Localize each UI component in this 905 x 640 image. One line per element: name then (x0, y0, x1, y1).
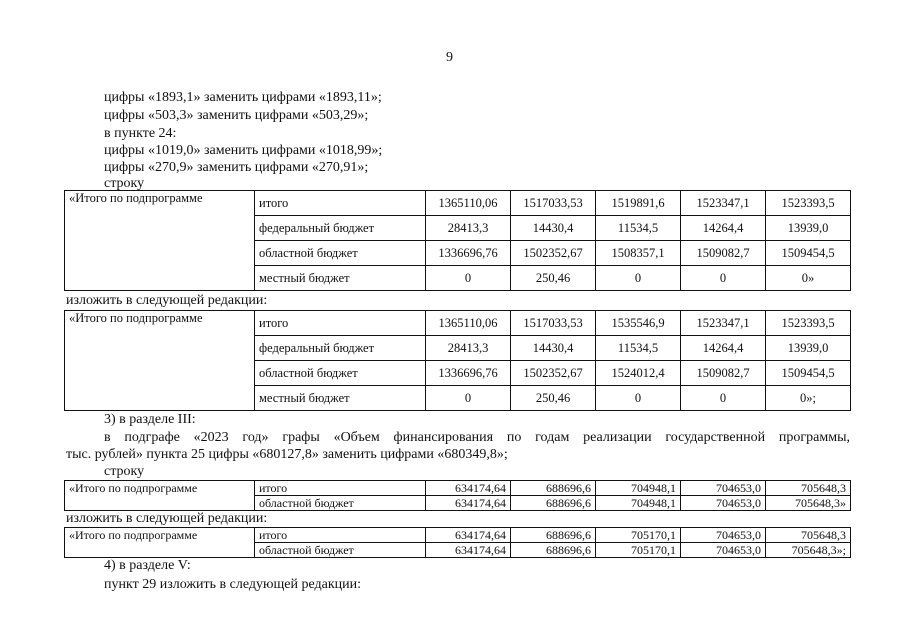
table-row (65, 311, 851, 336)
table-cell: 1523393,5 (766, 191, 851, 216)
row-label: федеральный бюджет (255, 216, 426, 241)
table-cell: 688696,6 (511, 528, 596, 543)
table-cell: 704653,0 (681, 543, 766, 558)
table-cell: 705648,3 (766, 481, 851, 496)
statement-new-edition-1: изложить в следующей редакции: (66, 293, 268, 308)
table-title: «Итого по подпрограмме (65, 528, 255, 558)
table-cell: 1336696,76 (426, 241, 511, 266)
table-cell: 11534,5 (596, 216, 681, 241)
table-cell: 28413,3 (426, 216, 511, 241)
table-cell: 688696,6 (511, 496, 596, 511)
page-number: 9 (446, 50, 453, 65)
table-cell: 705170,1 (596, 543, 681, 558)
row-label: местный бюджет (255, 266, 426, 291)
row-label: местный бюджет (255, 386, 426, 411)
section-3-heading: 3) в разделе III: (104, 412, 196, 427)
section-4-line: пункт 29 изложить в следующей редакции: (104, 577, 361, 592)
table-row (65, 191, 851, 216)
table-cell: 0 (426, 386, 511, 411)
table-cell: 1524012,4 (596, 361, 681, 386)
table-cell: 0 (681, 386, 766, 411)
row-label: областной бюджет (255, 241, 426, 266)
table-cell: 688696,6 (511, 543, 596, 558)
table-cell: 688696,6 (511, 481, 596, 496)
table-row (65, 528, 851, 543)
table-cell: 634174,64 (426, 528, 511, 543)
table-cell: 250,46 (511, 386, 596, 411)
table-cell: 1336696,76 (426, 361, 511, 386)
table-cell: 0 (596, 386, 681, 411)
table-cell: 1365110,06 (426, 191, 511, 216)
row-label: областной бюджет (255, 361, 426, 386)
row-label: областной бюджет (255, 543, 426, 558)
table-cell: 1502352,67 (511, 361, 596, 386)
table-cell: 1517033,53 (511, 191, 596, 216)
table-cell: 1509082,7 (681, 361, 766, 386)
table-cell: 1523347,1 (681, 191, 766, 216)
table-cell: 14264,4 (681, 216, 766, 241)
table-cell: 705648,3» (766, 496, 851, 511)
row-label: итого (255, 481, 426, 496)
table-cell: 705648,3»; (766, 543, 851, 558)
table-cell: 1365110,06 (426, 311, 511, 336)
table-cell: 1509454,5 (766, 361, 851, 386)
table-cell: 13939,0 (766, 216, 851, 241)
row-label: итого (255, 191, 426, 216)
statement-new-edition-2: изложить в следующей редакции: (66, 511, 268, 526)
table-cell: 634174,64 (426, 481, 511, 496)
table-cell: 14264,4 (681, 336, 766, 361)
table-cell: 705170,1 (596, 528, 681, 543)
table-cell: 0» (766, 266, 851, 291)
table-cell: 14430,4 (511, 336, 596, 361)
table-cell: 250,46 (511, 266, 596, 291)
row-label: федеральный бюджет (255, 336, 426, 361)
row-label: итого (255, 311, 426, 336)
row-label: итого (255, 528, 426, 543)
intro-line-1: цифры «1893,1» заменить цифрами «1893,11»; (104, 90, 382, 105)
section-3-table-old (64, 480, 851, 511)
table-cell: 1519891,6 (596, 191, 681, 216)
table-cell: 634174,64 (426, 496, 511, 511)
table-cell: 1509454,5 (766, 241, 851, 266)
table-cell: 1523393,5 (766, 311, 851, 336)
table-cell: 0»; (766, 386, 851, 411)
section-3-paragraph-line-1: в подграфе «2023 год» графы «Объем финансирования по годам реализации государственной программы, (104, 430, 850, 445)
table-cell: 1523347,1 (681, 311, 766, 336)
subprogram-table-old (64, 190, 851, 291)
table-title: «Итого по подпрограмме (65, 481, 255, 511)
table-cell: 1509082,7 (681, 241, 766, 266)
intro-line-4: цифры «1019,0» заменить цифрами «1018,99»; (104, 143, 383, 158)
table-cell: 704653,0 (681, 528, 766, 543)
table-cell: 0 (596, 266, 681, 291)
table-cell: 1517033,53 (511, 311, 596, 336)
table-cell: 14430,4 (511, 216, 596, 241)
table-row (65, 481, 851, 496)
intro-line-6: строку (104, 176, 145, 191)
subprogram-table-new (64, 310, 851, 411)
intro-line-5: цифры «270,9» заменить цифрами «270,91»; (104, 160, 369, 175)
intro-line-2: цифры «503,3» заменить цифрами «503,29»; (104, 108, 369, 123)
section-4-heading: 4) в разделе V: (104, 558, 191, 573)
row-label: областной бюджет (255, 496, 426, 511)
table-cell: 1502352,67 (511, 241, 596, 266)
table-cell: 0 (681, 266, 766, 291)
table-cell: 634174,64 (426, 543, 511, 558)
table-cell: 704948,1 (596, 481, 681, 496)
table-cell: 1535546,9 (596, 311, 681, 336)
table-cell: 705648,3 (766, 528, 851, 543)
section-3-table-new (64, 527, 851, 558)
intro-line-3: в пункте 24: (104, 126, 177, 141)
table-cell: 28413,3 (426, 336, 511, 361)
section-3-stroku: строку (104, 464, 145, 479)
table-title: «Итого по подпрограмме (65, 191, 255, 291)
table-cell: 1508357,1 (596, 241, 681, 266)
table-cell: 0 (426, 266, 511, 291)
table-title: «Итого по подпрограмме (65, 311, 255, 411)
section-3-paragraph-line-2: тыс. рублей» пункта 25 цифры «680127,8» заменить цифрами «680349,8»; (66, 447, 508, 462)
table-cell: 704653,0 (681, 481, 766, 496)
table-cell: 704948,1 (596, 496, 681, 511)
table-cell: 704653,0 (681, 496, 766, 511)
table-cell: 11534,5 (596, 336, 681, 361)
table-cell: 13939,0 (766, 336, 851, 361)
